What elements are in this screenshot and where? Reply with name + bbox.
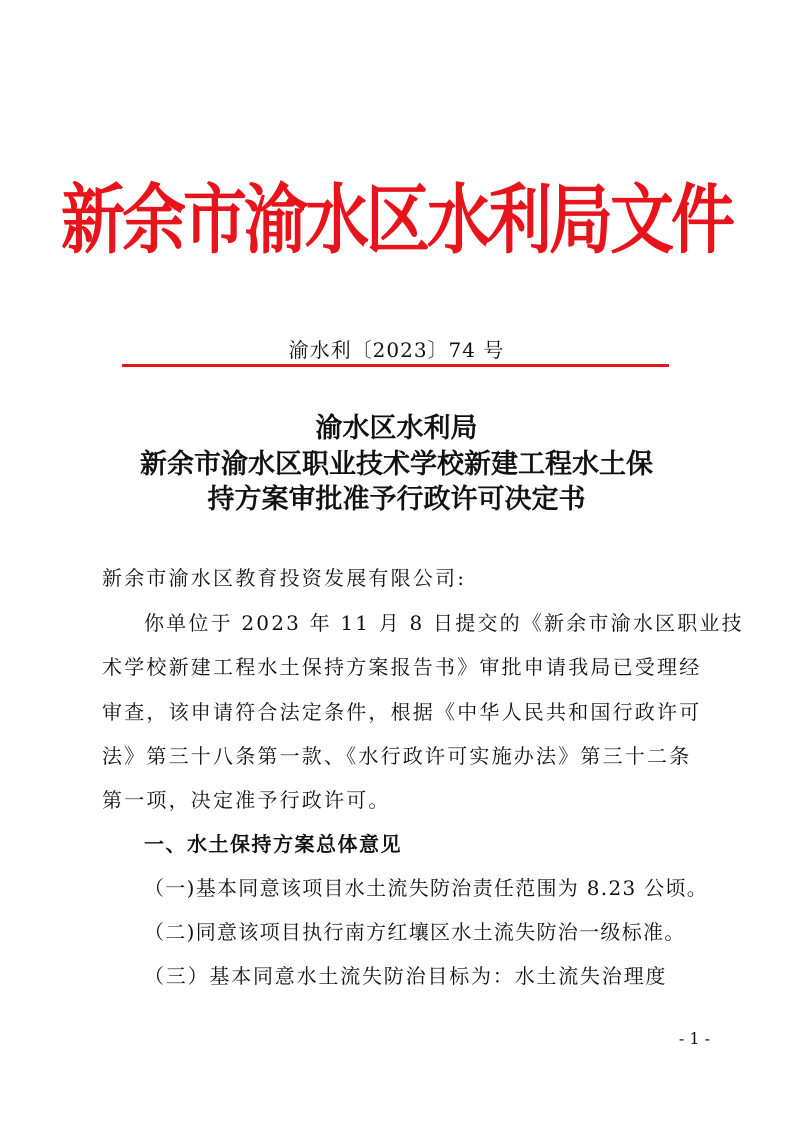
page-number: - 1 - bbox=[678, 1029, 710, 1048]
red-divider-line bbox=[122, 364, 669, 367]
list-item: （三）基本同意水土流失防治目标为：水土流失治理度 bbox=[144, 964, 668, 988]
document-number: 渝水利〔2023〕74 号 bbox=[288, 338, 505, 362]
paragraph-line: 你单位于 2023 年 11 月 8 日提交的《新余市渝水区职业技 bbox=[144, 611, 744, 635]
document-masthead: 新余市渝水区水利局文件 bbox=[61, 177, 732, 265]
title-line-1: 渝水区水利局 bbox=[315, 413, 478, 444]
title-line-3: 持方案审批准予行政许可决定书 bbox=[207, 484, 586, 515]
paragraph-line: 第一项，决定准予行政许可。 bbox=[102, 788, 391, 812]
addressee: 新余市渝水区教育投资发展有限公司: bbox=[102, 566, 467, 590]
title-line-2: 新余市渝水区职业技术学校新建工程水土保 bbox=[140, 449, 653, 480]
paragraph-line: 术学校新建工程水土保持方案报告书》审批申请我局已受理经 bbox=[102, 655, 702, 679]
paragraph-line: 审查，该申请符合法定条件，根据《中华人民共和国行政许可 bbox=[102, 700, 702, 724]
paragraph-line: 法》第三十八条第一款、《水行政许可实施办法》第三十二条 bbox=[102, 744, 692, 768]
list-item: （一)基本同意该项目水土流失防治责任范围为 8.23 公顷。 bbox=[144, 876, 709, 900]
section-heading: 一、水土保持方案总体意见 bbox=[144, 832, 402, 856]
list-item: （二)同意该项目执行南方红壤区水土流失防治一级标准。 bbox=[144, 920, 686, 944]
